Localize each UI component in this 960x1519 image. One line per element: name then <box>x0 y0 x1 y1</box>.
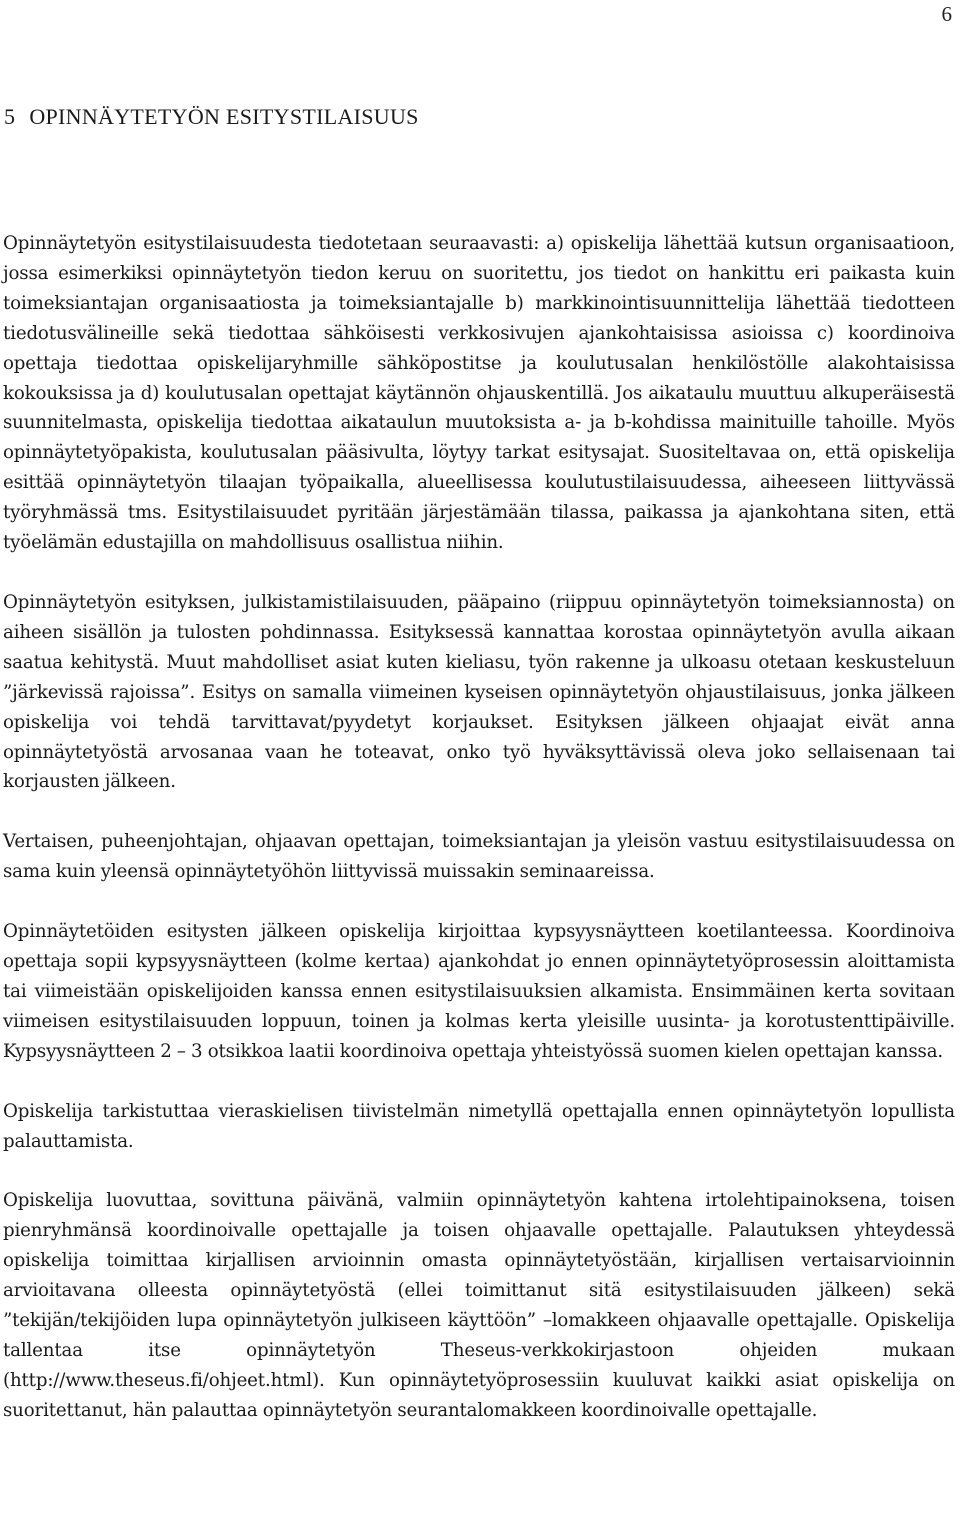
paragraph-announcement: Opinnäytetyön esitystilaisuudesta tiedotetaan seuraavasti: a) opiskelija lähettää kutsun organisaatioon, jossa esimerkiksi opinnäytetyön tiedon keruu on suoritettu, jos tiedot on hankittu eri paikasta kuin toimeksiantajan organisaatiosta ja toimeksiantajalle b) markkinointisuunnittelija lähettää tiedotteen tiedotusvälineille sekä tiedottaa sähköisesti verkkosivujen ajankohtaisissa asioissa c) koordinoiva opettaja tiedottaa opiskelijaryhmille sähköpostitse ja koulutusalan henkilöstölle alakohtaisissa kokouksissa ja d) koulutusalan opettajat käytännön ohjauskentillä. Jos aikataulu muuttuu alkuperäisestä suunnitelmasta, opiskelija tiedottaa aikataulun muutoksista a- ja b-kohdissa mainituille tahoille. Myös opinnäytetyöpakista, koulutusalan pääsivulta, löytyy tarkat esitysajat. Suositeltavaa on, että opiskelija esittää opinnäytetyön tilaajan työpaikalla, alueellisessa koulutustilaisuudessa, aiheeseen liittyvässä työryhmässä tms. Esitystilaisuudet pyritään järjestämään tilassa, paikassa ja ajankohtana siten, että työelämän edustajilla on mahdollisuus osallistua niihin. <box>3 233 955 554</box>
paragraph-submission: Opiskelija luovuttaa, sovittuna päivänä, valmiin opinnäytetyön kahtena irtolehtipainoksena, toisen pienryhmänsä koordinoivalle opettajalle ja toisen ohjaavalle opettajalle. Palautuksen yhteydessä opiskelija toimittaa kirjallisen arvioinnin omasta opinnäytetyöstään, kirjallisen vertaisarvioinnin arvioitavana olleesta opinnäytetyöstä (ellei toimittanut sitä esitystilaisuuden jälkeen) sekä ”tekijän/tekijöiden lupa opinnäytetyön julkiseen käyttöön” –lomakkeen ohjaavalle opettajalle. Opiskelija tallentaa itse opinnäytetyön Theseus-verkkokirjastoon ohjeiden mukaan (http://www.theseus.fi/ohjeet.html). Kun opinnäytetyöprosessiin kuuluvat kaikki asiat opiskelija on suoritettanut, hän palauttaa opinnäytetyön seurantalomakkeen koordinoivalle opettajalle. <box>3 1190 955 1421</box>
paragraph-abstract-check: Opiskelija tarkistuttaa vieraskielisen tiivistelmän nimetyllä opettajalla ennen opinnäytetyön lopullista palauttamista. <box>3 1100 955 1152</box>
section-heading <box>4 104 419 130</box>
section-number: 5 <box>4 104 16 129</box>
body-text <box>3 229 955 1456</box>
page-number: 6 <box>941 2 952 26</box>
paragraph-responsibilities: Vertaisen, puheenjohtajan, ohjaavan opettajan, toimeksiantajan ja yleisön vastuu esitystilaisuudessa on sama kuin yleensä opinnäytetyöhön liittyvissä muissakin seminaareissa. <box>3 831 955 883</box>
paragraph-maturity-test: Opinnäytetöiden esitysten jälkeen opiskelija kirjoittaa kypsyysnäytteen koetilanteessa. Koordinoiva opettaja sopii kypsyysnäytteen (kolme kertaa) ajankohdat jo ennen opinnäytetyöprosessin aloittamista tai viimeistään opiskelijoiden kanssa ennen esitystilaisuuksien alkamista. Ensimmäinen kerta sovitaan viimeisen esitystilaisuuden loppuun, toinen ja kolmas kerta yleisille uusinta- ja korotustenttipäiville. Kypsyysnäytteen 2 – 3 otsikkoa laatii koordinoiva opettaja yhteistyössä suomen kielen opettajan kanssa. <box>3 921 955 1062</box>
section-title: OPINNÄYTETYÖN ESITYSTILAISUUS <box>29 104 419 129</box>
paragraph-presentation: Opinnäytetyön esityksen, julkistamistilaisuuden, pääpaino (riippuu opinnäytetyön toimeksiannosta) on aiheen sisällön ja tulosten pohdinnassa. Esityksessä kannattaa korostaa opinnäytetyön avulla aikaan saatua kehitystä. Muut mahdolliset asiat kuten kieliasu, työn rakenne ja ulkoasu otetaan keskusteluun ”järkevissä rajoissa”. Esitys on samalla viimeinen kyseisen opinnäytetyön ohjaustilaisuus, jonka jälkeen opiskelija voi tehdä tarvittavat/pyydetyt korjaukset. Esityksen jälkeen ohjaajat eivät anna opinnäytetyöstä arvosanaa vaan he toteavat, onko työ hyväksyttävissä oleva joko sellaisenaan tai korjausten jälkeen. <box>3 591 955 793</box>
